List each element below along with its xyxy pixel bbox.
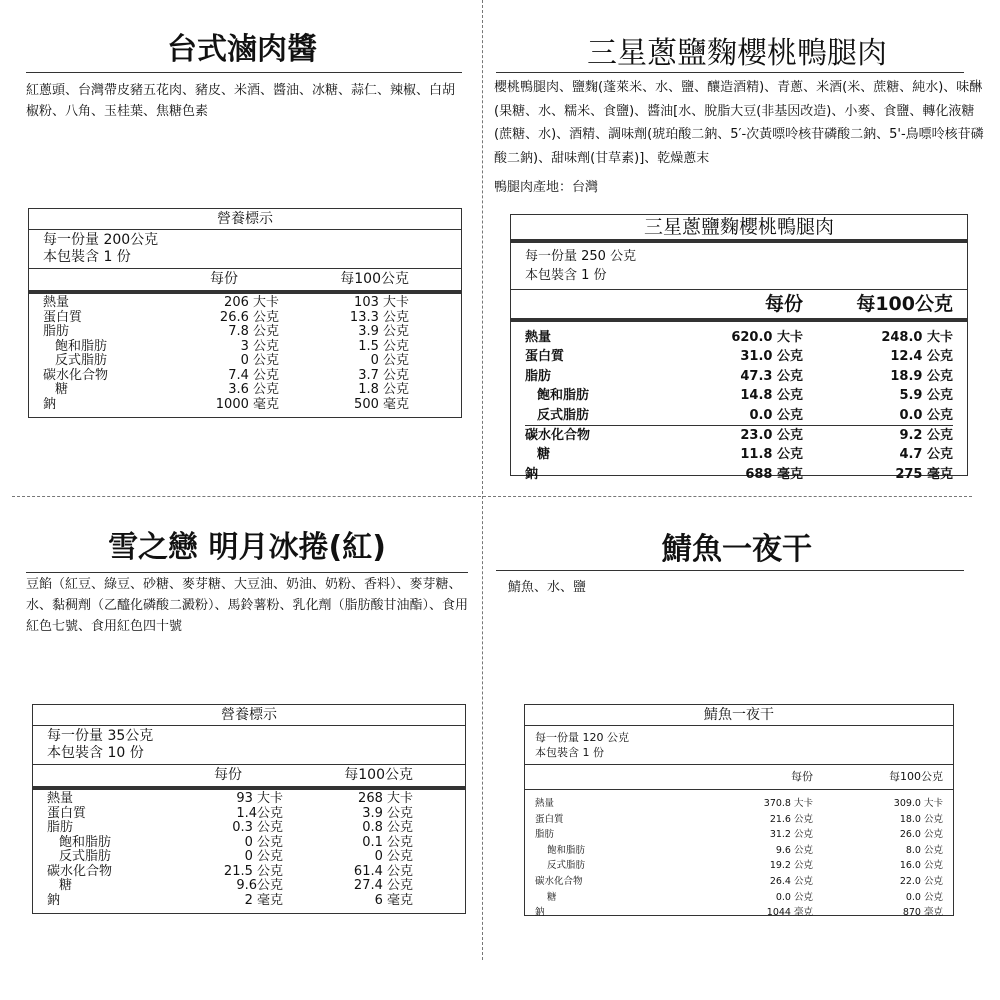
per-serving-value: 9.6 公克 [775, 844, 813, 856]
nutrient-label: 反式脂肪 [547, 860, 586, 872]
nutrition-rows [525, 790, 953, 921]
per-serving-value: 3.6 公克 [228, 382, 279, 397]
nutrition-header: 三星蔥鹽麴櫻桃鴨腿肉 [643, 216, 834, 238]
nutrient-row [47, 807, 413, 822]
title-underline [26, 72, 462, 73]
nutrient-label: 脂肪 [47, 820, 74, 835]
nutrient-row [525, 367, 953, 386]
nutrient-label: 鈉 [43, 396, 57, 412]
servings-per-package: 本包裝含 1 份 [43, 249, 131, 265]
nutrition-label [32, 704, 466, 914]
per-serving-value: 0.0 公克 [749, 407, 803, 423]
per-100g-value: 22.0 公克 [899, 875, 943, 887]
nutrient-label: 蛋白質 [525, 349, 565, 365]
per-100g-value: 12.4 公克 [890, 349, 953, 365]
nutrient-label: 反式脂肪 [55, 353, 108, 368]
per-serving-value: 0 公克 [240, 353, 279, 368]
per-serving-value: 26.4 公克 [769, 875, 813, 887]
nutrient-row [47, 865, 413, 880]
per-100g-value: 16.0 公克 [899, 860, 943, 872]
nutrient-label: 熱量 [43, 295, 70, 310]
per-serving-value: 31.2 公克 [769, 829, 813, 841]
per-serving-value: 7.4 公克 [228, 367, 279, 383]
nutrient-label: 鈉 [525, 466, 539, 482]
nutrient-row [43, 340, 409, 355]
nutrient-row [47, 836, 413, 851]
per-serving-value: 47.3 公克 [740, 368, 803, 384]
nutrient-label: 蛋白質 [535, 813, 564, 825]
nutrient-label: 糖 [59, 878, 73, 893]
per-serving-value: 1000 毫克 [215, 396, 279, 412]
product-title: 鯖魚一夜干 [662, 532, 812, 567]
per-serving-value: 9.6公克 [236, 878, 283, 893]
col-per-serving: 每份 [210, 271, 238, 287]
per-100g-value: 870 毫克 [902, 907, 943, 919]
per-100g-value: 248.0 大卡 [881, 330, 953, 345]
per-serving-value: 23.0 公克 [740, 428, 803, 444]
per-100g-value: 0 公克 [374, 849, 413, 864]
nutrient-row [47, 879, 413, 894]
nutrition-header: 鯖魚一夜干 [704, 707, 774, 723]
nutrient-row [43, 398, 409, 413]
per-100g-value: 275 毫克 [895, 466, 953, 482]
nutrition-rows [33, 790, 465, 908]
nutrient-row [535, 874, 943, 890]
col-per-serving: 每份 [764, 293, 803, 315]
col-per-100g: 每100公克 [856, 293, 953, 315]
nutrient-label: 熱量 [535, 798, 555, 809]
per-100g-value: 5.9 公克 [899, 388, 953, 404]
per-serving-value: 370.8 大卡 [763, 798, 813, 809]
nutrient-label: 碳水化合物 [525, 428, 591, 444]
nutrient-label: 脂肪 [535, 829, 555, 841]
nutrient-label: 反式脂肪 [537, 407, 590, 423]
per-100g-value: 6 毫克 [374, 892, 413, 908]
per-100g-value: 268 大卡 [358, 791, 413, 806]
nutrient-row [43, 296, 409, 311]
per-100g-value: 1.5 公克 [358, 338, 409, 354]
ingredients-text: 櫻桃鴨腿肉、鹽麴(蓬萊米、水、鹽、釀造酒精)、青蔥、米酒(米、蔗糖、純水)、味醂(果糖、水、糯米、食鹽)、醬油[水、脫脂大豆(非基因改造)、小麥、食鹽、轉化液糖(蔗糖、水)、酒精、調味劑(琥珀酸二鈉、5′-次黃嘌呤核苷磷酸二鈉、5'-鳥嘌呤核苷磷酸二鈉)、甜味劑(甘草素)]、乾燥蔥末 [494, 80, 984, 166]
origin-text: 鴨腿肉產地：台灣 [494, 180, 599, 195]
nutrient-row [535, 858, 943, 874]
nutrient-label: 蛋白質 [43, 309, 83, 325]
nutrient-label: 熱量 [47, 791, 74, 806]
per-100g-value: 103 大卡 [354, 295, 409, 310]
column-header-row [511, 290, 967, 318]
nutrient-row [535, 812, 943, 828]
nutrition-label [524, 704, 954, 919]
nutrient-label: 反式脂肪 [59, 849, 112, 864]
col-per-serving: 每份 [214, 767, 242, 783]
nutrient-label: 蛋白質 [47, 805, 87, 821]
nutrition-rows [511, 322, 967, 484]
nutrient-row [525, 347, 953, 366]
per-serving-value: 0.0 公克 [775, 891, 813, 903]
nutrient-row [47, 792, 413, 807]
horizontal-divider [12, 496, 972, 497]
per-serving-value: 1.4公克 [236, 805, 283, 821]
nutrient-row [43, 383, 409, 398]
per-100g-value: 0.0 公克 [905, 891, 943, 903]
nutrient-row [525, 386, 953, 405]
per-serving-value: 0 公克 [244, 849, 283, 864]
ingredients-text: 紅蔥頭、台灣帶皮豬五花肉、豬皮、米酒、醬油、冰糖、蒜仁、辣椒、白胡椒粉、八角、玉桂葉、焦糖色素 [26, 83, 456, 119]
nutrient-label: 鈉 [535, 907, 545, 919]
per-100g-value: 18.9 公克 [890, 368, 953, 384]
per-100g-value: 4.7 公克 [899, 447, 953, 463]
servings-per-package: 本包裝含 10 份 [47, 745, 144, 761]
serving-size: 每一份量 120 公克 [535, 731, 629, 744]
nutrient-label: 飽和脂肪 [537, 388, 590, 404]
nutrition-rows [29, 294, 461, 412]
servings-per-package: 本包裝含 1 份 [525, 268, 607, 283]
ingredients-text: 豆餡（紅豆、綠豆、砂糖、麥芽糖、大豆油、奶油、奶粉、香料）、麥芽糖、水、黏稠劑（乙醯化磷酸二澱粉）、馬鈴薯粉、乳化劑（脂肪酸甘油酯）、食用紅色七號、食用紅色四十號 [26, 577, 469, 634]
nutrient-label: 糖 [547, 891, 557, 903]
per-100g-value: 0.0 公克 [899, 407, 953, 423]
per-serving-value: 688 毫克 [745, 466, 803, 482]
nutrient-row [525, 425, 953, 445]
nutrient-row [43, 311, 409, 326]
nutrient-row [535, 905, 943, 921]
per-serving-value: 620.0 大卡 [731, 330, 803, 345]
per-100g-value: 0.8 公克 [362, 820, 413, 835]
nutrition-header: 營養標示 [217, 211, 273, 227]
nutrient-row [535, 843, 943, 859]
per-serving-value: 11.8 公克 [740, 447, 803, 463]
serving-size: 每一份量 35公克 [47, 728, 154, 744]
per-serving-value: 7.8 公克 [228, 324, 279, 339]
per-100g-value: 0.1 公克 [362, 834, 413, 850]
per-100g-value: 3.9 公克 [358, 324, 409, 339]
nutrient-row [535, 890, 943, 906]
nutrient-label: 熱量 [525, 330, 552, 345]
nutrient-label: 鈉 [47, 892, 61, 908]
serving-size: 每一份量 200公克 [43, 232, 159, 248]
nutrient-row [43, 369, 409, 384]
product-title: 台式滷肉醬 [167, 32, 317, 67]
col-per-serving: 每份 [791, 770, 813, 783]
nutrition-header: 營養標示 [221, 707, 277, 723]
nutrient-row [47, 850, 413, 865]
column-header-row [29, 269, 461, 290]
per-serving-value: 2 毫克 [244, 892, 283, 908]
per-100g-value: 26.0 公克 [899, 829, 943, 841]
servings-per-package: 本包裝含 1 份 [535, 746, 604, 759]
nutrient-row [47, 821, 413, 836]
per-100g-value: 18.0 公克 [899, 813, 943, 825]
per-100g-value: 3.7 公克 [358, 367, 409, 383]
serving-size: 每一份量 250 公克 [525, 249, 637, 264]
per-serving-value: 21.5 公克 [223, 863, 283, 879]
col-per-100g: 每100公克 [340, 271, 409, 287]
nutrient-row [525, 465, 953, 484]
per-100g-value: 309.0 大卡 [893, 798, 943, 809]
nutrient-row [525, 445, 953, 464]
nutrient-label: 糖 [537, 447, 551, 463]
title-underline [26, 572, 468, 573]
nutrient-label: 脂肪 [525, 368, 552, 384]
per-100g-value: 61.4 公克 [353, 863, 413, 879]
product-title: 雪之戀 明月冰捲(紅) [108, 530, 386, 565]
per-serving-value: 0 公克 [244, 834, 283, 850]
nutrient-row [535, 827, 943, 843]
col-per-100g: 每100公克 [889, 770, 943, 783]
nutrient-row [525, 406, 953, 425]
title-underline [496, 72, 964, 73]
per-100g-value: 3.9 公克 [362, 805, 413, 821]
per-100g-value: 500 毫克 [354, 396, 409, 412]
column-header-row [33, 765, 465, 786]
nutrient-label: 糖 [55, 382, 69, 397]
per-100g-value: 9.2 公克 [899, 428, 953, 444]
nutrient-label: 碳水化合物 [47, 863, 113, 879]
title-underline [496, 570, 964, 571]
per-serving-value: 93 大卡 [236, 791, 283, 806]
per-serving-value: 31.0 公克 [740, 349, 803, 365]
nutrition-label [510, 214, 968, 482]
per-serving-value: 0.3 公克 [232, 820, 283, 835]
per-serving-value: 206 大卡 [224, 295, 279, 310]
per-100g-value: 13.3 公克 [349, 309, 409, 325]
per-serving-value: 19.2 公克 [769, 860, 813, 872]
vertical-divider [482, 0, 483, 960]
per-100g-value: 0 公克 [370, 353, 409, 368]
column-header-row [525, 765, 953, 789]
per-serving-value: 21.6 公克 [769, 813, 813, 825]
col-per-100g: 每100公克 [344, 767, 413, 783]
nutrient-label: 飽和脂肪 [59, 834, 112, 850]
nutrient-row [47, 894, 413, 909]
nutrient-label: 脂肪 [43, 324, 70, 339]
nutrition-label [28, 208, 462, 418]
per-serving-value: 26.6 公克 [219, 309, 279, 325]
nutrient-row [43, 325, 409, 340]
per-serving-value: 1044 毫克 [766, 907, 813, 919]
nutrient-row [43, 354, 409, 369]
per-serving-value: 3 公克 [240, 338, 279, 354]
nutrient-row [535, 796, 943, 812]
per-100g-value: 27.4 公克 [353, 878, 413, 893]
nutrient-label: 飽和脂肪 [55, 338, 108, 354]
nutrient-row [525, 328, 953, 347]
per-serving-value: 14.8 公克 [740, 388, 803, 404]
product-title: 三星蔥鹽麴櫻桃鴨腿肉 [587, 36, 887, 71]
nutrient-label: 碳水化合物 [535, 875, 583, 887]
per-100g-value: 8.0 公克 [905, 844, 943, 856]
nutrient-label: 飽和脂肪 [547, 844, 586, 856]
per-100g-value: 1.8 公克 [358, 382, 409, 397]
ingredients-text: 鯖魚、水、鹽 [508, 580, 587, 595]
nutrient-label: 碳水化合物 [43, 367, 109, 383]
